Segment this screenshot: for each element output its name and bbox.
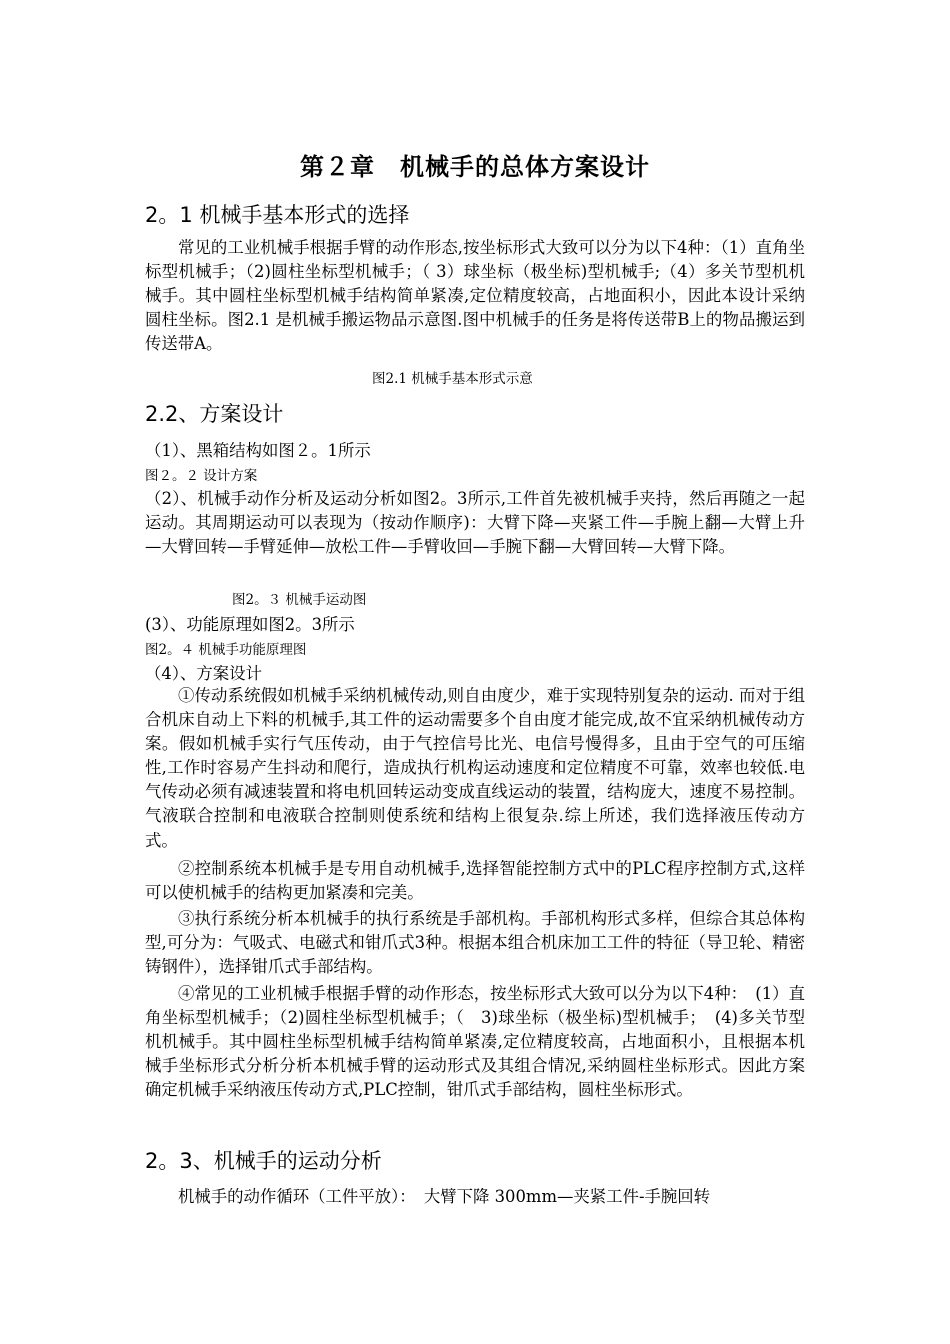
paragraph-coordinate-form: ④常见的工业机械手根据手臂的动作形态，按坐标形式大致可以分为以下4种： (1）直角坐标型机械手；（2)圆柱坐标型机械手；（ 3)球坐标（极坐标)型机械手； (4)多关节型机机械手。其中圆柱坐标型机械手结构简单紧凑,定位精度较高，占地面积小，且根据本机械手坐标形式分析分析本机械手臂的运动形式及其组合情况,采纳圆柱坐标形式。因此方案确定机械手采纳液压传动方式,PLC控制，钳爪式手部结构，圆柱坐标形式。 <box>145 984 805 1100</box>
item-2-motion-analysis: （2）、机械手动作分析及运动分析如图2。3所示,工件首先被机械手夹持，然后再随之一起运动。其周期运动可以表现为（按动作顺序)：大臂下降—夹紧工件—手腕上翻—大臂上升—大臂回转—手臂延伸—放松工件—手臂收回—手腕下翻—大臂回转—大臂下降。 <box>145 489 805 557</box>
section-heading-2-3: 2。3、机械手的运动分析 <box>145 1149 382 1173</box>
paragraph-control-system: ②控制系统本机械手是专用自动机械手,选择智能控制方式中的PLC程序控制方式,这样可以使机械手的结构更加紧凑和完美。 <box>145 859 805 903</box>
section-heading-2-2: 2.2、方案设计 <box>145 402 284 426</box>
chapter-title: 第２章 机械手的总体方案设计 <box>300 153 650 181</box>
figure-2-1-caption: 图2.1 机械手基本形式示意 <box>372 371 533 387</box>
section-2-1-paragraph: 常见的工业机械手根据手臂的动作形态,按坐标形式大致可以分为以下4种：（1）直角坐标型机械手；（2)圆柱坐标型机械手；（ 3）球坐标（极坐标)型机械手;（4）多关节型机机械手。其中圆柱坐标型机械手结构简单紧凑,定位精度较高，占地面积小，因此本设计采纳圆柱坐标。图2.1 是机械手搬运物品示意图.图中机械手的任务是将传送带B上的物品搬运到传送带A。 <box>145 238 805 354</box>
item-4-scheme-design: （4）、方案设计 <box>145 664 262 683</box>
section-2-3-paragraph: 机械手的动作循环（工件平放）： 大臂下降 300mm—夹紧工件-手腕回转 <box>178 1187 711 1206</box>
paragraph-execution-system: ③执行系统分析本机械手的执行系统是手部机构。手部机构形式多样，但综合其总体构型,可分为：气吸式、电磁式和钳爪式3种。根据本组合机床加工工件的特征（导卫轮、精密铸钢件），选择钳爪式手部结构。 <box>145 909 805 977</box>
section-heading-2-1: 2。1 机械手基本形式的选择 <box>145 203 410 227</box>
figure-2-4-caption: 图2。４ 机械手功能原理图 <box>145 642 307 658</box>
item-1-black-box: （1）、黑箱结构如图２。1所示 <box>145 441 371 460</box>
figure-2-2-caption: 图２。２ 设计方案 <box>145 468 258 484</box>
figure-2-3-caption: 图2。３ 机械手运动图 <box>232 592 367 608</box>
paragraph-transmission-system: ①传动系统假如机械手采纳机械传动,则自由度少，难于实现特别复杂的运动. 而对于组合机床自动上下料的机械手,其工件的运动需要多个自由度才能完成,故不宜采纳机械传动方案。假如机械手实行气压传动，由于气控信号比光、电信号慢得多，且由于空气的可压缩性,工作时容易产生抖动和爬行，造成执行机构运动速度和定位精度不可靠，效率也较低.电气传动必须有减速装置和将电机回转运动变成直线运动的装置，结构庞大，速度不易控制。气液联合控制和电液联合控制则使系统和结构上很复杂.综上所述，我们选择液压传动方式。 <box>145 686 805 850</box>
item-3-function-principle: (3）、功能原理如图2。3所示 <box>145 615 355 634</box>
